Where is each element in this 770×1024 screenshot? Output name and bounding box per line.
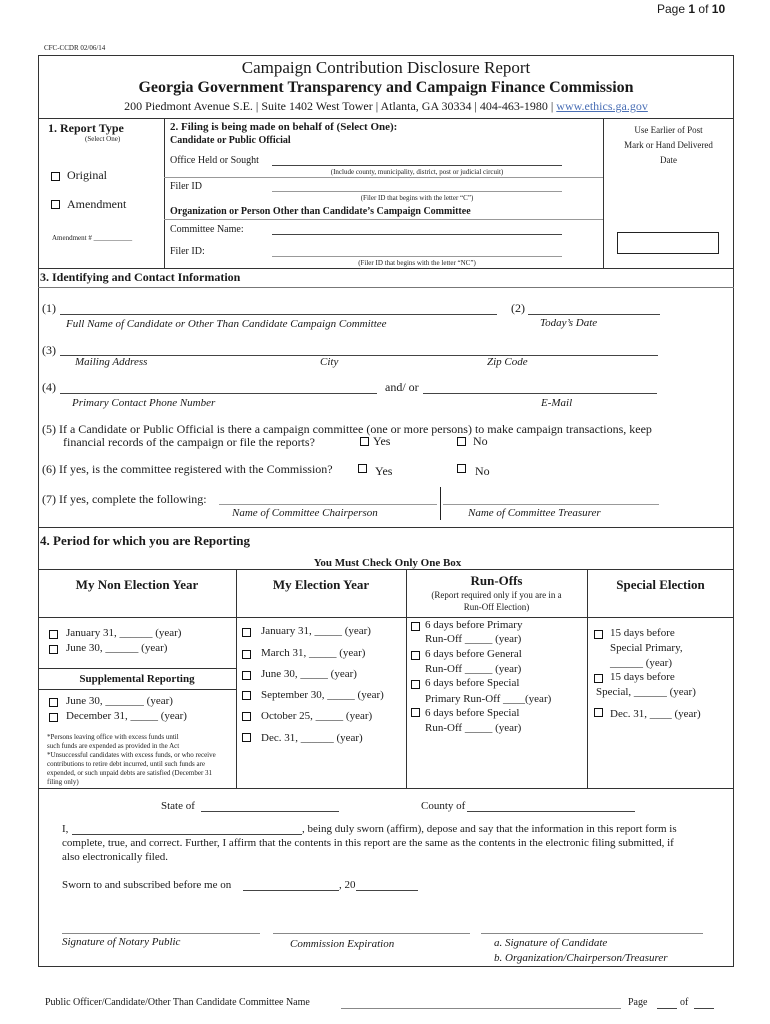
state-of-input[interactable]: [201, 811, 339, 812]
special-15days-line2: Special, ______ (year): [596, 686, 696, 698]
section4-title: 4. Period for which you are Reporting: [40, 533, 251, 548]
mailing-address-input[interactable]: [60, 355, 658, 356]
runoff-general-checkbox[interactable]: [411, 651, 420, 660]
footer-name-label: Public Officer/Candidate/Other Than Candidate Committee Name: [45, 997, 310, 1008]
non-election-jan-label: January 31, ______ (year): [66, 627, 182, 639]
supplemental-title: Supplemental Reporting: [79, 673, 195, 685]
footer-name-input[interactable]: [341, 1008, 621, 1009]
q5-yes-checkbox[interactable]: [360, 437, 369, 446]
special-primary-line1: 15 days before: [610, 627, 675, 639]
col-runoff-title: Run-Offs: [470, 573, 523, 588]
sworn-year-input[interactable]: [356, 890, 418, 891]
zip-label: Zip Code: [487, 356, 528, 368]
commission-expiration-line[interactable]: [273, 933, 470, 934]
runoff-primary-line1: 6 days before Primary: [425, 619, 523, 631]
filer-id-input[interactable]: [272, 191, 562, 192]
sworn-date-input[interactable]: [243, 890, 339, 891]
special-primary-line3: ______ (year): [610, 657, 673, 669]
runoff-special-primary-line2: Primary Run-Off ____(year): [425, 693, 552, 705]
amendment-checkbox[interactable]: [51, 200, 60, 209]
runoff-general-line1: 6 days before General: [425, 648, 522, 660]
non-election-jun-checkbox[interactable]: [49, 645, 58, 654]
col-non-election-title: My Non Election Year: [75, 577, 199, 592]
candidate-heading: Candidate or Public Official: [170, 135, 291, 146]
runoff-general-line2: Run-Off _____ (year): [425, 663, 522, 675]
election-sep-checkbox[interactable]: [242, 691, 251, 700]
agency-address: 200 Piedmont Avenue S.E. | Suite 1402 West Tower | Atlanta, GA 30334 | 404-463-1980 | www.ethics.ga.gov: [124, 99, 648, 113]
runoff-primary-line2: Run-Off _____ (year): [425, 633, 522, 645]
postmark-line2: Mark or Hand Delivered: [624, 140, 713, 150]
special-primary-checkbox[interactable]: [594, 630, 603, 639]
runoff-special-primary-checkbox[interactable]: [411, 680, 420, 689]
runoff-special-primary-line1: 6 days before Special: [425, 677, 520, 689]
office-label: Office Held or Sought: [170, 155, 259, 166]
chairperson-label: Name of Committee Chairperson: [232, 507, 378, 519]
city-label: City: [320, 356, 339, 368]
note-line3: *Unsuccessful candidates with excess funds, or who receive: [47, 751, 216, 759]
q5-no-label: No: [473, 434, 488, 448]
q6-yes-label: Yes: [375, 464, 393, 478]
section1-subtitle: (Select One): [85, 135, 121, 143]
oath-i-label: I,: [62, 823, 69, 835]
q5-no-checkbox[interactable]: [457, 437, 466, 446]
email-input[interactable]: [423, 393, 657, 394]
filer-id2-label: Filer ID:: [170, 246, 205, 257]
oath-line1: , being duly sworn (affirm), depose and say that the information in this report form is: [302, 823, 677, 835]
election-oct-label: October 25, _____ (year): [261, 710, 373, 722]
filer-id-label: Filer ID: [170, 181, 202, 192]
original-label: Original: [67, 168, 107, 182]
election-mar-checkbox[interactable]: [242, 650, 251, 659]
supplemental-dec-label: December 31, _____ (year): [66, 710, 187, 722]
check-one-note: You Must Check Only One Box: [313, 557, 462, 569]
county-of-label: County of: [421, 800, 466, 812]
website-link[interactable]: www.ethics.ga.gov: [556, 99, 648, 113]
section1-title: 1. Report Type: [48, 121, 124, 135]
election-mar-label: March 31, _____ (year): [261, 647, 366, 659]
section3-title: 3. Identifying and Contact Information: [40, 270, 241, 284]
notary-signature-line[interactable]: [62, 933, 260, 934]
state-of-label: State of: [161, 800, 195, 812]
special-dec-label: Dec. 31, ____ (year): [610, 708, 701, 720]
q5-yes-label: Yes: [373, 434, 391, 448]
q5-line2: financial records of the campaign or file the reports?: [63, 435, 315, 449]
original-checkbox[interactable]: [51, 172, 60, 181]
q6-yes-checkbox[interactable]: [358, 464, 367, 473]
sworn-year-prefix: , 20: [339, 879, 356, 891]
full-name-label: Full Name of Candidate or Other Than Candidate Campaign Committee: [66, 318, 387, 330]
supplemental-jun-checkbox[interactable]: [49, 698, 58, 707]
committee-name-label: Committee Name:: [170, 224, 244, 235]
special-dec-checkbox[interactable]: [594, 708, 603, 717]
special-15days-checkbox[interactable]: [594, 674, 603, 683]
runoff-special-checkbox[interactable]: [411, 708, 420, 717]
form-code: CFC-CCDR 02/06/14: [44, 44, 106, 52]
amendment-number[interactable]: Amendment # ___________: [52, 234, 133, 242]
mailing-address-label: Mailing Address: [75, 356, 148, 368]
committee-name-input[interactable]: [272, 234, 562, 235]
col-special-title: Special Election: [616, 577, 705, 592]
non-election-jun-label: June 30, ______ (year): [66, 642, 168, 654]
oath-name-input[interactable]: [72, 834, 302, 835]
col-runoff-sub2: Run-Off Election): [463, 602, 530, 612]
office-input[interactable]: [272, 165, 562, 166]
field2-number: (2): [511, 301, 525, 315]
q6-no-label: No: [475, 464, 490, 478]
col-election-title: My Election Year: [272, 577, 370, 592]
filer-id2-input[interactable]: [272, 256, 562, 257]
candidate-signature-line[interactable]: [481, 933, 703, 934]
special-15days-line1: 15 days before: [610, 671, 675, 683]
field3-number: (3): [42, 343, 56, 357]
field1-number: (1): [42, 301, 56, 315]
footer-page-label: Page: [628, 997, 648, 1008]
todays-date-input[interactable]: [528, 314, 660, 315]
and-or-label: and/ or: [385, 380, 419, 394]
note-line6: filing only): [47, 778, 79, 786]
election-dec-label: Dec. 31, ______ (year): [261, 732, 363, 744]
runoff-primary-checkbox[interactable]: [411, 622, 420, 631]
note-line2: such funds are expended as provided in the Act: [47, 742, 180, 750]
q7-label: (7) If yes, complete the following:: [42, 492, 207, 506]
runoff-special-line2: Run-Off _____ (year): [425, 722, 522, 734]
oath-line2: complete, true, and correct. Further, I affirm that the contents in this report are the same as the contents in the electronic filing submitted, if: [62, 837, 674, 849]
page-indicator: Page 1 of 10: [657, 2, 726, 16]
agency-name: Georgia Government Transparency and Campaign Finance Commission: [138, 79, 634, 96]
non-election-jan-checkbox[interactable]: [49, 630, 58, 639]
q5-line1: (5) If a Candidate or Public Official is there a campaign committee (one or more persons) to make campaign transactions, keep: [42, 422, 652, 436]
note-line4: contributions to retire debt incurred, until such funds are: [47, 760, 206, 768]
oath-line3: also electronically filed.: [62, 851, 168, 863]
election-oct-checkbox[interactable]: [242, 712, 251, 721]
supplemental-dec-checkbox[interactable]: [49, 713, 58, 722]
postmark-line3: Date: [660, 155, 677, 165]
postmark-date-box[interactable]: [617, 232, 719, 254]
footer-page-input[interactable]: [657, 1008, 677, 1009]
org-heading: Organization or Person Other than Candidate’s Campaign Committee: [170, 206, 471, 217]
email-label: E-Mail: [541, 397, 573, 409]
election-jan-checkbox[interactable]: [242, 628, 251, 637]
runoff-special-line1: 6 days before Special: [425, 707, 520, 719]
footer-total-input[interactable]: [694, 1008, 714, 1009]
sig-a-label: a. Signature of Candidate: [494, 937, 608, 949]
col-runoff-sub1: (Report required only if you are in a: [431, 590, 562, 600]
notary-label: Signature of Notary Public: [62, 936, 181, 948]
phone-label: Primary Contact Phone Number: [72, 397, 216, 409]
amendment-label: Amendment: [67, 197, 127, 211]
treasurer-label: Name of Committee Treasurer: [468, 507, 601, 519]
form-title: Campaign Contribution Disclosure Report: [241, 58, 531, 77]
election-sep-label: September 30, _____ (year): [261, 689, 384, 701]
todays-date-label: Today’s Date: [540, 317, 598, 329]
election-jan-label: January 31, _____ (year): [261, 625, 371, 637]
footer-of-label: of: [680, 997, 689, 1008]
note-line1: *Persons leaving office with excess funds until: [47, 733, 179, 741]
election-jun-checkbox[interactable]: [242, 671, 251, 680]
q6-no-checkbox[interactable]: [457, 464, 466, 473]
office-hint: (Include county, municipality, district, post or judicial circuit): [330, 168, 504, 176]
election-dec-checkbox[interactable]: [242, 733, 251, 742]
full-name-input[interactable]: [60, 314, 497, 315]
q6-label: (6) If yes, is the committee registered with the Commission?: [42, 462, 333, 476]
commission-label: Commission Expiration: [290, 938, 395, 950]
special-primary-line2: Special Primary,: [610, 642, 683, 654]
section2-title: 2. Filing is being made on behalf of (Select One):: [170, 121, 398, 133]
postmark-line1: Use Earlier of Post: [634, 125, 703, 135]
phone-input[interactable]: [60, 393, 377, 394]
note-line5: expended, or such unpaid debts are satisfied (December 31: [47, 769, 213, 777]
election-jun-label: June 30, _____ (year): [261, 668, 357, 680]
treasurer-input[interactable]: [443, 504, 659, 505]
supplemental-jun-label: June 30, _______ (year): [66, 695, 173, 707]
chairperson-input[interactable]: [219, 504, 437, 505]
county-of-input[interactable]: [467, 811, 635, 812]
field4-number: (4): [42, 380, 56, 394]
sig-b-label: b. Organization/Chairperson/Treasurer: [494, 952, 668, 964]
sworn-before-label: Sworn to and subscribed before me on: [62, 879, 232, 891]
filer-id2-hint: (Filer ID that begins with the letter “NC”): [358, 259, 476, 267]
filer-id-hint: (Filer ID that begins with the letter “C”): [360, 194, 474, 202]
